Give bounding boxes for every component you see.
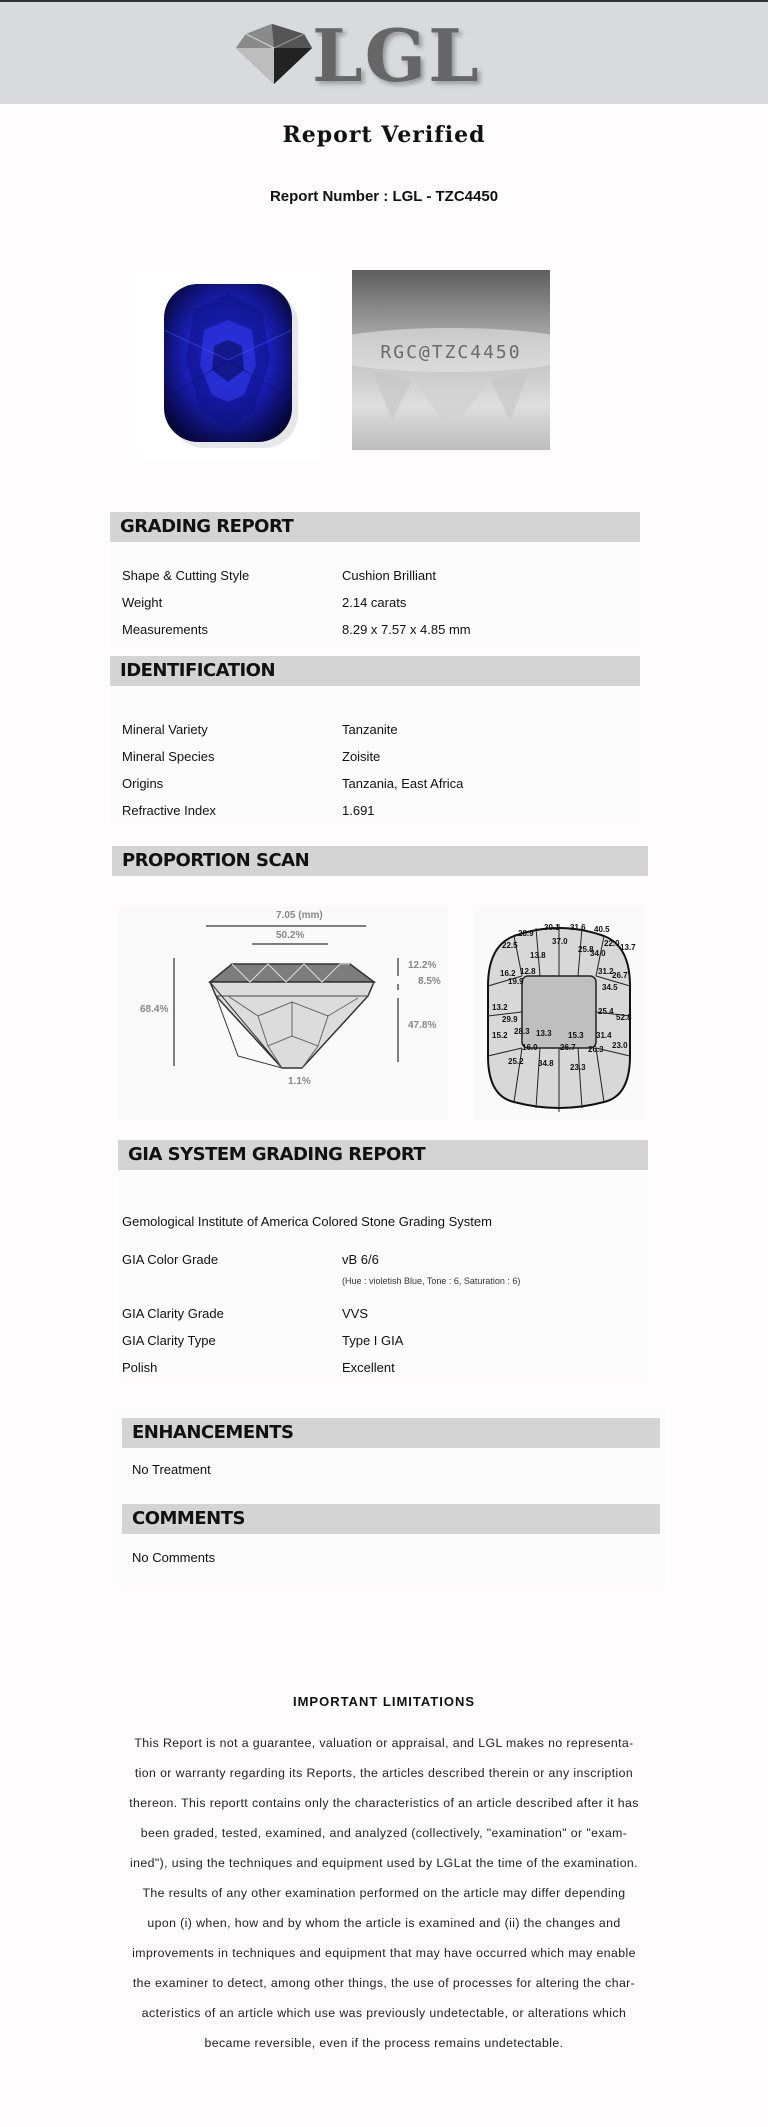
facet-value-label: 22.5 [502,941,518,950]
facet-value-label: 16.0 [522,1043,538,1052]
stone-photo [134,270,324,460]
facet-value-label: 26.7 [612,971,628,980]
row-label: Mineral Variety [122,722,208,737]
profile-diagram [118,906,448,1120]
limitations-line: tion or warranty regarding its Reports, the articles described therein or any inscription [134,1766,634,1780]
facet-value-label: 13.8 [530,951,546,960]
row-label: Measurements [122,622,208,637]
facet-value-label: 16.2 [500,969,516,978]
limitations-heading: IMPORTANT LIMITATIONS [292,1694,476,1709]
limitations-line: improvements in techniques and equipment that may have occurred which may enable [132,1946,636,1960]
gia-report-section [118,1140,648,1380]
enhancements-heading: ENHANCEMENTS [122,1418,660,1448]
enhancements-text: No Treatment [132,1462,211,1477]
row-value: 1.691 [342,803,375,818]
limitations-line: ined"), using the techniques and equipment used by LGLat the time of the examination. [129,1856,638,1870]
limitations-line: became reversible, even if the process remains undetectable. [204,2036,564,2050]
grading-report-heading: GRADING REPORT [110,512,640,542]
comments-heading: COMMENTS [122,1504,660,1534]
limitations-line: This Report is not a guarantee, valuation or appraisal, and LGL makes no representa- [134,1736,634,1750]
gia-system-name: Gemological Institute of America Colored Stone Grading System [122,1214,492,1229]
facet-value-label: 13.7 [620,943,636,952]
facet-value-label: 23.3 [570,1063,586,1072]
row-value: vB 6/6 [342,1252,379,1267]
culet-label: 1.1% [288,1076,311,1087]
facet-value-label: 34.5 [602,983,618,992]
enhancements-comments-section [116,1408,666,1588]
pavilion-label: 47.8% [408,1020,437,1031]
facet-value-label: 23.0 [612,1041,628,1050]
row-value: Zoisite [342,749,381,764]
facet-value-label: 13.2 [492,1003,508,1012]
facet-value-label: 26.3 [588,1045,604,1054]
facet-value-label: 31.4 [596,1031,612,1040]
facet-value-label: 19.9 [508,977,524,986]
facet-value-label: 28.9 [518,929,534,938]
site-header [0,0,768,104]
row-label: GIA Color Grade [122,1252,219,1267]
facet-value-label: 31.2 [598,967,614,976]
hue-note: (Hue : violetish Blue, Tone : 6, Saturation : 6) [342,1276,521,1286]
facet-value-label: 37.0 [552,937,568,946]
logo-text: LGL [312,13,481,98]
total-depth-label: 68.4% [140,1004,169,1015]
row-value: Type I GIA [342,1333,404,1348]
facet-value-label: 34.0 [590,949,606,958]
limitations-line: The results of any other examination performed on the article may differ depending [142,1886,626,1900]
facet-value-label: 26.7 [560,1043,576,1052]
row-label: GIA Clarity Type [122,1333,216,1348]
row-label: Shape & Cutting Style [122,568,250,583]
identification-section [110,656,640,826]
gia-report-heading: GIA SYSTEM GRADING REPORT [118,1140,648,1170]
diamond-icon [234,20,314,90]
girdle-label: 8.5% [418,976,441,987]
crown-label: 12.2% [408,960,437,971]
report-number: Report Number : LGL - TZC4450 [269,188,499,205]
row-label: Weight [122,595,163,610]
width-label: 7.05 (mm) [276,910,323,921]
limitations-line: the examiner to detect, among other things, the use of processes for altering the char- [132,1976,636,1990]
row-value: Tanzania, East Africa [342,776,464,791]
facet-value-label: 52.8 [616,1013,632,1022]
facet-value-label: 15.3 [568,1031,584,1040]
facet-value-label: 12.8 [520,967,536,976]
row-label: Refractive Index [122,803,216,818]
facet-value-label: 31.6 [570,923,586,932]
facet-value-label: 15.2 [492,1031,508,1040]
row-value: VVS [342,1306,369,1321]
facet-value-label: 30.1 [544,923,560,932]
row-value: 2.14 carats [342,595,407,610]
grading-report-section [110,512,640,650]
row-value: Cushion Brilliant [342,568,436,583]
facet-value-label: 25.4 [598,1007,614,1016]
inscription-text: RGC@TZC4450 [380,342,522,363]
facet-value-label: 13.3 [536,1029,552,1038]
facet-value-label: 25.8 [578,945,594,954]
facet-value-label: 40.5 [594,925,610,934]
facet-value-label: 29.9 [502,1015,518,1024]
row-label: Mineral Species [122,749,215,764]
facet-value-label: 34.8 [538,1059,554,1068]
row-value: Tanzanite [342,722,398,737]
row-label: Polish [122,1360,158,1375]
row-label: Origins [122,776,164,791]
table-label: 50.2% [276,930,305,941]
proportion-scan-heading: PROPORTION SCAN [112,846,648,876]
lgl-logo[interactable] [232,14,492,96]
row-label: GIA Clarity Grade [122,1306,224,1321]
facet-value-label: 25.2 [508,1057,524,1066]
limitations-line: thereon. This reportt contains only the characteristics of an article described after it has [129,1796,639,1810]
inscription-photo [352,270,550,450]
row-value: Excellent [342,1360,395,1375]
top-view-diagram [474,906,644,1120]
identification-heading: IDENTIFICATION [110,656,640,686]
page-title: Report Verified [282,122,486,148]
limitations-line: acteristics of an article which use was previously undetectable, or alterations which [141,2006,627,2020]
facet-value-label: 28.3 [514,1027,530,1036]
limitations-line: been graded, tested, examined, and analyzed (collectively, "examination" or "exam- [140,1826,628,1840]
row-value: 8.29 x 7.57 x 4.85 mm [342,622,471,637]
comments-text: No Comments [132,1550,216,1565]
facet-value-label: 22.0 [604,939,620,948]
limitations-line: upon (i) when, how and by whom the article is examined and (ii) the changes and [147,1916,621,1930]
